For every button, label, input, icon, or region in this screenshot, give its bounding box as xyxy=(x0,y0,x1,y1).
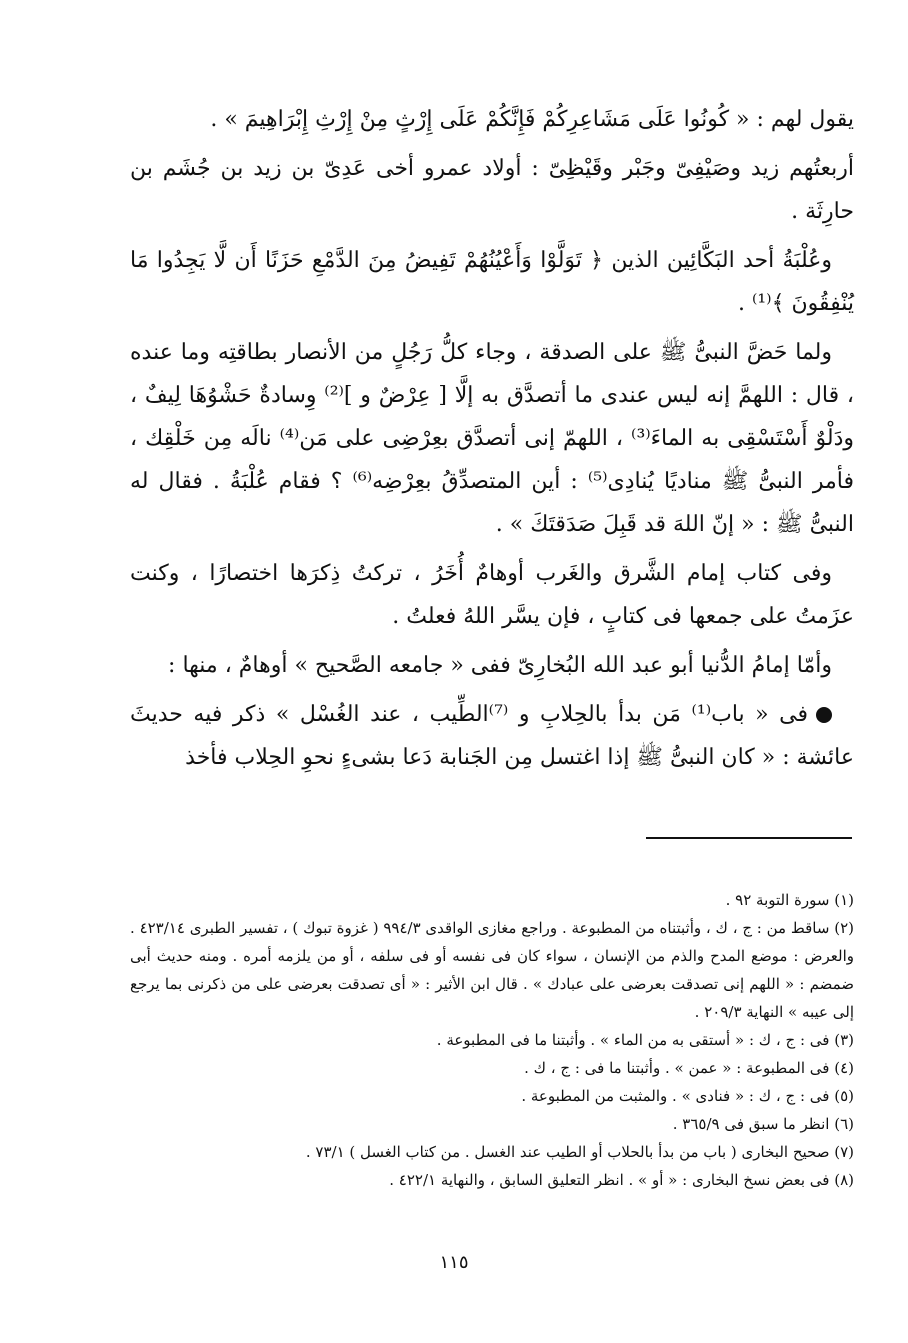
footnote: (٥) فى : ج ، ك : « فنادى » . والمثبت من المطبوعة . xyxy=(521,1087,854,1105)
paragraph: وأمّا إمامُ الدُّنيا أبو عبد الله البُخارِىّ ففى « جامعه الصَّحيح » أوهامٌ ، منها : xyxy=(168,653,832,678)
footnote: (٦) انظر ما سبق فى ٣٦٥/٩ . xyxy=(672,1115,854,1133)
footnotes xyxy=(130,886,854,1194)
paragraph-bulleted xyxy=(130,693,854,779)
paragraph: أربعتُهم زيد وصَيْفِىّ وجَبْر وقَيْظِىّ : أولاد عمرو أخى عَدِىّ بن زيد بن جُشَم بن حارِثَة . xyxy=(130,156,854,224)
paragraph-text: فى « باب⁽¹⁾ مَن بدأ بالحِلابِ و ⁽⁷⁾الطِّيب ، عند الغُسْل » ذكر فيه حديثَ عائشة : « كان النبىُّ ﷺ إذا اغتسل مِن الجَنابة دَعا بشىءٍ نحوِ الحِلاب فأخذ xyxy=(130,702,854,770)
paragraph: وفى كتاب إمام الشَّرق والغَرب أوهامٌ أُخَرُ ، تركتُ ذِكرَها اختصارًا ، وكنت عزَمتُ على جمعها فى كتابٍ ، فإن يسَّر اللهُ فعلتُ . xyxy=(130,561,854,629)
page-number: ١١٥ xyxy=(439,1252,469,1273)
paragraph: يقول لهم : « كُونُوا عَلَى مَشَاعِرِكُمْ فَإِنَّكُمْ عَلَى إِرْثٍ مِنْ إِرْثِ إِبْرَاهِيمَ » . xyxy=(210,107,854,132)
footnote-separator xyxy=(646,837,852,839)
paragraph: ولما حَضَّ النبىُّ ﷺ على الصدقة ، وجاء كلُّ رَجُلٍ من الأنصار بطاقتِه وما عنده ، قال : اللهمَّ إنه ليس عندى ما أتصدَّق به إلَّا [ عِرْضٌ و ]⁽²⁾ وِسادةٌ حَشْوُهَا لِيفٌ ، ودَلْوٌ أَسْتَسْقِى به الماءَ⁽³⁾ ، اللهمّ إنى أتصدَّق بعِرْضِى على مَن⁽⁴⁾ نالَه مِن خَلْقِك ، فأمر النبىُّ ﷺ مناديًا يُنادِى⁽⁵⁾ : أين المتصدِّقُ بعِرْضِه⁽⁶⁾ ؟ فقام عُلْبَةُ . فقال له النبىُّ ﷺ : « إنّ اللهَ قد قَبِلَ صَدَقتَكَ » . xyxy=(130,340,854,537)
footnote: (٢) ساقط من : ج ، ك ، وأثبتناه من المطبوعة . وراجع مغازى الواقدى ٩٩٤/٣ ( غزوة تبوك ) ، تفسير الطبرى ٤٢٣/١٤ . والعرض : موضع المدح والذم من الإنسان ، سواء كان فى نفسه أو فى سلفه ، أو من يلزمه أمره . ومنه حديث أبى ضمضم : « اللهم إنى تصدقت بعرضى على عبادك » . قال ابن الأثير : « أى تصدقت بعرضى على من ذكرنى بما يرجع إلى عيبه » النهاية ٢٠٩/٣ . xyxy=(130,919,854,1021)
footnote: (٣) فى : ج ، ك : « أستقى به من الماء » . وأثبتنا ما فى المطبوعة . xyxy=(436,1031,854,1049)
bullet-icon xyxy=(816,707,832,723)
paragraph: وعُلْبَةُ أحد البَكَّائِين الذين ﴿ تَوَلَّوْا وَأَعْيُنُهُمْ تَفِيضُ مِنَ الدَّمْعِ حَزَنًا أَن لَّا يَجِدُوا مَا يُنْفِقُونَ ﴾⁽¹⁾ . xyxy=(130,248,854,316)
footnote: (٧) صحيح البخارى ( باب من بدأ بالحلاب أو الطيب عند الغسل . من كتاب الغسل ) ٧٣/١ . xyxy=(305,1143,854,1161)
main-text xyxy=(130,98,854,785)
footnote: (٨) فى بعض نسخ البخارى : « أو » . انظر التعليق السابق ، والنهاية ٤٢٢/١ . xyxy=(389,1171,854,1189)
footnote: (١) سورة التوبة ٩٢ . xyxy=(725,891,854,909)
footnote: (٤) فى المطبوعة : « عمن » . وأثبتنا ما فى : ج ، ك . xyxy=(524,1059,854,1077)
